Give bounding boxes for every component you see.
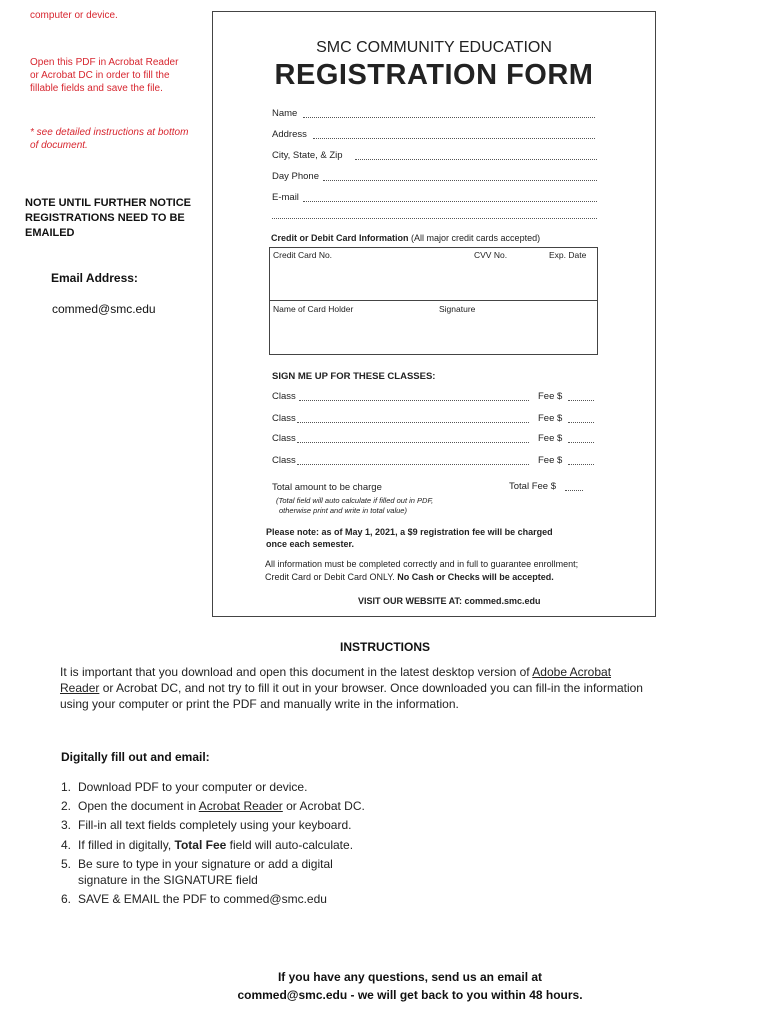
detail-note-line: * see detailed instructions at bottom [30, 127, 189, 138]
enrollment-info [265, 558, 578, 584]
total-note-line: otherwise print and write in total value) [279, 506, 407, 515]
card-info-heading [271, 233, 540, 243]
detail-note [30, 126, 188, 152]
notice-line: REGISTRATIONS NEED TO BE [25, 212, 185, 224]
footer-line: commed@smc.edu - we will get back to you within 48 hours. [237, 988, 583, 1002]
class-field[interactable] [297, 464, 529, 465]
step-5-line: Be sure to type in your signature or add a digital [78, 857, 333, 871]
class-label: Class [272, 455, 296, 466]
reader-link[interactable]: Reader [60, 681, 100, 695]
name-field[interactable] [303, 117, 595, 118]
total-fee-label: Total Fee $ [509, 481, 556, 492]
city-state-zip-label: City, State, & Zip [272, 150, 343, 161]
acrobat-note [30, 56, 178, 95]
step-3: Fill-in all text fields completely using your keyboard. [78, 818, 352, 832]
step-number: 2. [61, 799, 72, 813]
day-phone-field[interactable] [323, 180, 597, 181]
signature-label: Signature [439, 304, 476, 314]
address-field[interactable] [313, 138, 595, 139]
class-label: Class [272, 391, 296, 402]
instructions-heading: INSTRUCTIONS [340, 640, 430, 654]
total-note [276, 496, 433, 516]
card-number-field[interactable] [272, 262, 594, 298]
detail-note-line: of document. [30, 140, 88, 151]
no-cash-text: No Cash or Checks will be accepted. [397, 572, 554, 582]
step-number: 5. [61, 857, 72, 871]
card-holder-label: Name of Card Holder [273, 304, 354, 314]
instructions-line [60, 680, 740, 696]
email-address-label: Email Address: [51, 271, 138, 285]
acrobat-note-line: or Acrobat DC in order to fill the [30, 70, 170, 81]
name-label: Name [272, 108, 298, 119]
registration-form [212, 11, 656, 617]
enrollment-info-line [265, 571, 578, 584]
exp-date-label: Exp. Date [549, 250, 587, 260]
class-field[interactable] [297, 442, 529, 443]
card-info-heading-note: (All major credit cards accepted) [411, 233, 541, 243]
step-number: 6. [61, 892, 72, 906]
digital-fill-heading: Digitally fill out and email: [61, 750, 210, 764]
class-label: Class [272, 413, 296, 424]
step-4-text: If filled in digitally, [78, 838, 175, 852]
class-label: Class [272, 433, 296, 444]
form-title: REGISTRATION FORM [274, 59, 594, 91]
step-6: SAVE & EMAIL the PDF to commed@smc.edu [78, 892, 327, 906]
fee-label: Fee $ [538, 455, 563, 466]
step-5-line: signature in the SIGNATURE field [78, 873, 258, 887]
step-number: 1. [61, 780, 72, 794]
steps-list [61, 779, 621, 909]
payment-type-text: Credit Card or Debit Card ONLY. [265, 572, 398, 582]
fee-field[interactable] [568, 464, 594, 465]
step-2-text-end: or Acrobat DC. [282, 799, 365, 813]
acrobat-note-line: fillable fields and save the file. [30, 83, 163, 94]
website-line: VISIT OUR WEBSITE AT: commed.smc.edu [358, 596, 541, 606]
email-field-extra-line[interactable] [272, 218, 597, 219]
address-label: Address [272, 129, 307, 140]
city-state-zip-field[interactable] [355, 159, 597, 160]
instructions-line: using your computer or print the PDF and manually write in the information. [60, 697, 459, 711]
card-info-heading-text: Credit or Debit Card Information [271, 233, 409, 243]
class-field[interactable] [297, 422, 529, 423]
step-4 [78, 837, 353, 853]
email-address-value: commed@smc.edu [52, 302, 156, 316]
step-2 [78, 798, 365, 814]
total-fee-field[interactable] [565, 490, 583, 491]
notice-line: EMAILED [25, 227, 75, 239]
step-4-text-end: field will auto-calculate. [226, 838, 354, 852]
total-note-line: (Total field will auto calculate if filled out in PDF, [276, 496, 434, 505]
email-label: E-mail [272, 192, 299, 203]
instructions-line [60, 664, 740, 680]
step-5 [78, 856, 333, 888]
acrobat-note-line: Open this PDF in Acrobat Reader [30, 57, 179, 68]
adobe-acrobat-link[interactable]: Adobe Acrobat [532, 665, 612, 679]
step-number: 3. [61, 818, 72, 832]
fee-field[interactable] [568, 422, 594, 423]
fee-label: Fee $ [538, 433, 563, 444]
card-holder-signature-field[interactable] [272, 316, 594, 352]
registration-fee-note-line: Please note: as of May 1, 2021, a $9 registration fee will be charged [266, 527, 553, 537]
email-field[interactable] [303, 201, 597, 202]
step-number: 4. [61, 838, 72, 852]
registration-fee-note [266, 526, 553, 550]
total-label: Total amount to be charge [272, 482, 382, 493]
form-subtitle: SMC COMMUNITY EDUCATION [316, 39, 552, 56]
notice-line: NOTE UNTIL FURTHER NOTICE [25, 197, 192, 209]
fee-field[interactable] [568, 442, 594, 443]
step-2-text: Open the document in [78, 799, 199, 813]
sidebar-top-text: computer or device. [30, 10, 118, 21]
instructions-text: It is important that you download and open this document in the latest desktop version of [60, 665, 533, 679]
enrollment-info-line: All information must be completed correctly and in full to guarantee enrollment; [265, 559, 579, 569]
step-1: Download PDF to your computer or device. [78, 780, 308, 794]
total-fee-bold: Total Fee [174, 838, 227, 852]
day-phone-label: Day Phone [272, 171, 320, 182]
fee-label: Fee $ [538, 413, 563, 424]
card-number-label: Credit Card No. [273, 250, 333, 260]
class-field[interactable] [299, 400, 529, 401]
acrobat-reader-link[interactable]: Acrobat Reader [198, 799, 283, 813]
footer-contact [180, 968, 640, 1004]
fee-label: Fee $ [538, 391, 563, 402]
classes-heading: SIGN ME UP FOR THESE CLASSES: [272, 371, 436, 382]
footer-line: If you have any questions, send us an email at [277, 970, 543, 984]
fee-field[interactable] [568, 400, 594, 401]
instructions-text: or Acrobat DC, and not try to fill it out in your browser. Once downloaded you can fill-in the information [99, 681, 643, 695]
registration-notice [25, 196, 191, 241]
registration-fee-note-line: once each semester. [266, 539, 355, 549]
instructions-paragraph [60, 664, 740, 712]
cvv-label: CVV No. [474, 250, 508, 260]
card-box-divider [270, 300, 597, 301]
card-info-box [269, 247, 598, 355]
